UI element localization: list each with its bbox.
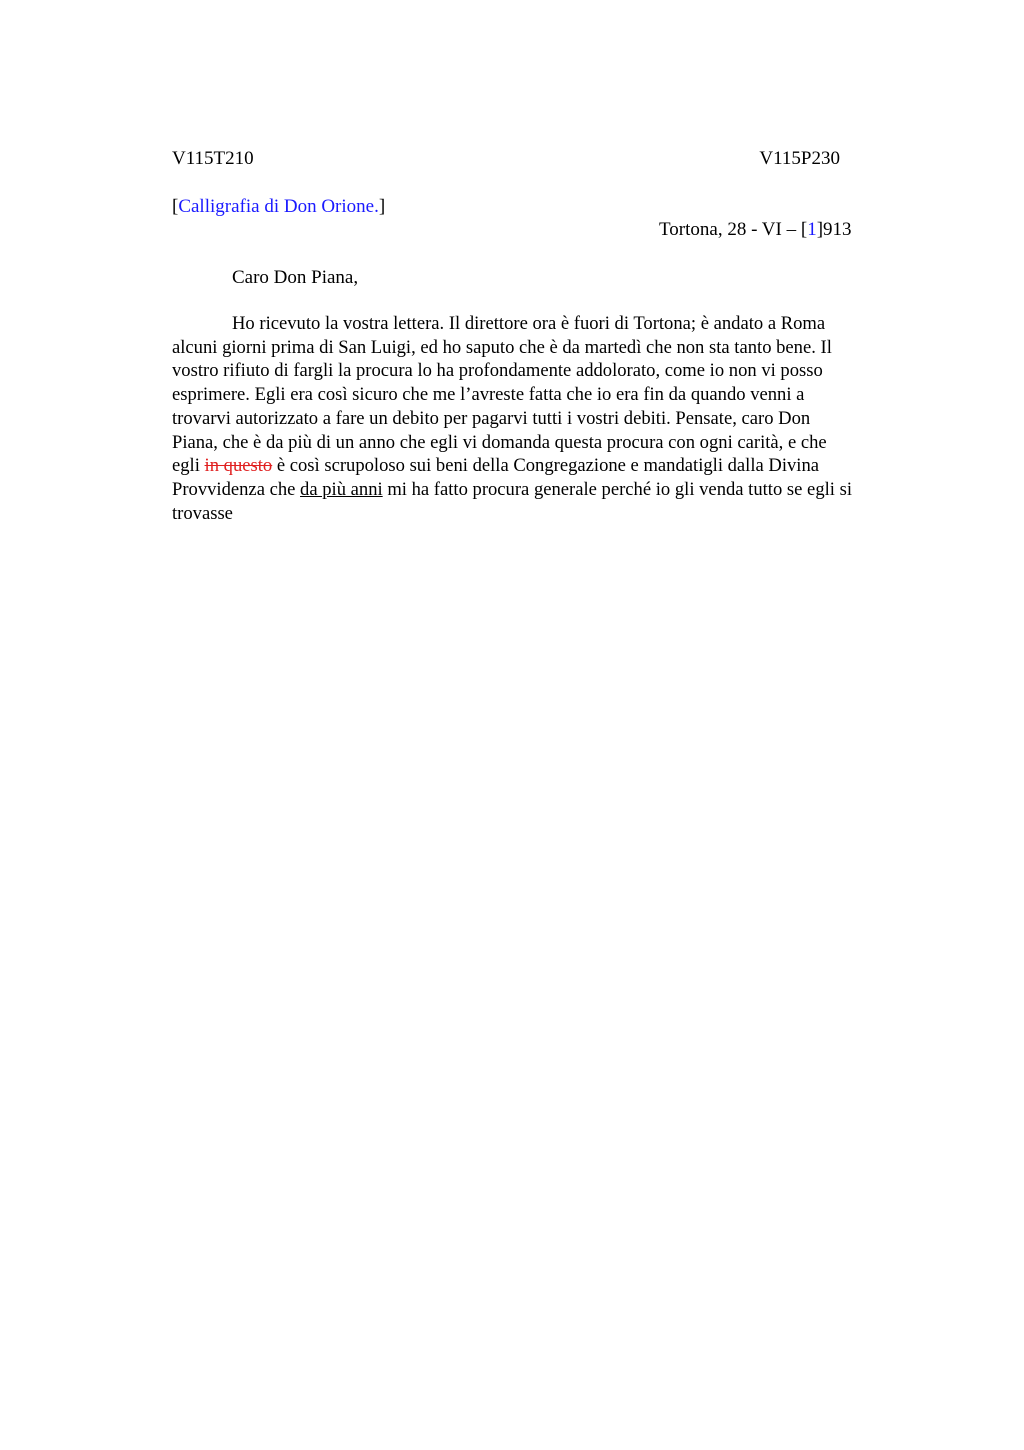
body-text-segment: mi ha fatto procura generale perché io gli venda tutto se egli si bbox=[382, 478, 852, 500]
note-close-bracket: ] bbox=[378, 196, 386, 217]
letter-body bbox=[172, 312, 932, 525]
body-line bbox=[172, 454, 932, 478]
body-line: trovarvi autorizzato a fare un debito per pagarvi tutti i vostri debiti. Pensate, caro Don bbox=[172, 407, 811, 429]
editorial-note bbox=[172, 194, 385, 220]
body-text-segment: è così scrupoloso sui beni della Congregazione e mandatigli dalla Divina bbox=[272, 455, 820, 477]
code-left: V115T210 bbox=[172, 148, 254, 169]
body-line: Piana, che è da più di un anno che egli vi domanda questa procura con ogni carità, e che bbox=[172, 431, 827, 453]
underlined-text: da più anni bbox=[300, 478, 383, 500]
salutation: Caro Don Piana, bbox=[232, 267, 359, 288]
dateline-inserted-digit: 1 bbox=[807, 219, 817, 240]
note-text: Calligrafia di Don Orione. bbox=[178, 196, 379, 217]
body-line: Ho ricevuto la vostra lettera. Il direttore ora è fuori di Tortona; è andato a Roma bbox=[232, 313, 826, 334]
dateline bbox=[659, 217, 852, 243]
dateline-prefix: Tortona, 28 - VI – [ bbox=[659, 219, 808, 240]
code-right: V115P230 bbox=[759, 148, 840, 169]
body-line: esprimere. Egli era così sicuro che me l’avreste fatta che io era fin da quando venni a bbox=[172, 384, 805, 406]
body-line: trovasse bbox=[172, 502, 233, 524]
body-text-segment: egli bbox=[172, 455, 205, 477]
body-text-segment: Provvidenza che bbox=[172, 478, 301, 500]
body-line: vostro rifiuto di fargli la procura lo ha profondamente addolorato, come io non vi posso bbox=[172, 360, 823, 382]
body-line: alcuni giorni prima di San Luigi, ed ho saputo che è da martedì che non sta tanto bene. Il bbox=[172, 336, 832, 358]
dateline-suffix: ]913 bbox=[816, 219, 852, 240]
document-codes bbox=[172, 146, 840, 172]
struck-text: in questo bbox=[204, 455, 273, 477]
note-open-bracket: [ bbox=[172, 196, 179, 217]
body-line bbox=[172, 478, 932, 502]
